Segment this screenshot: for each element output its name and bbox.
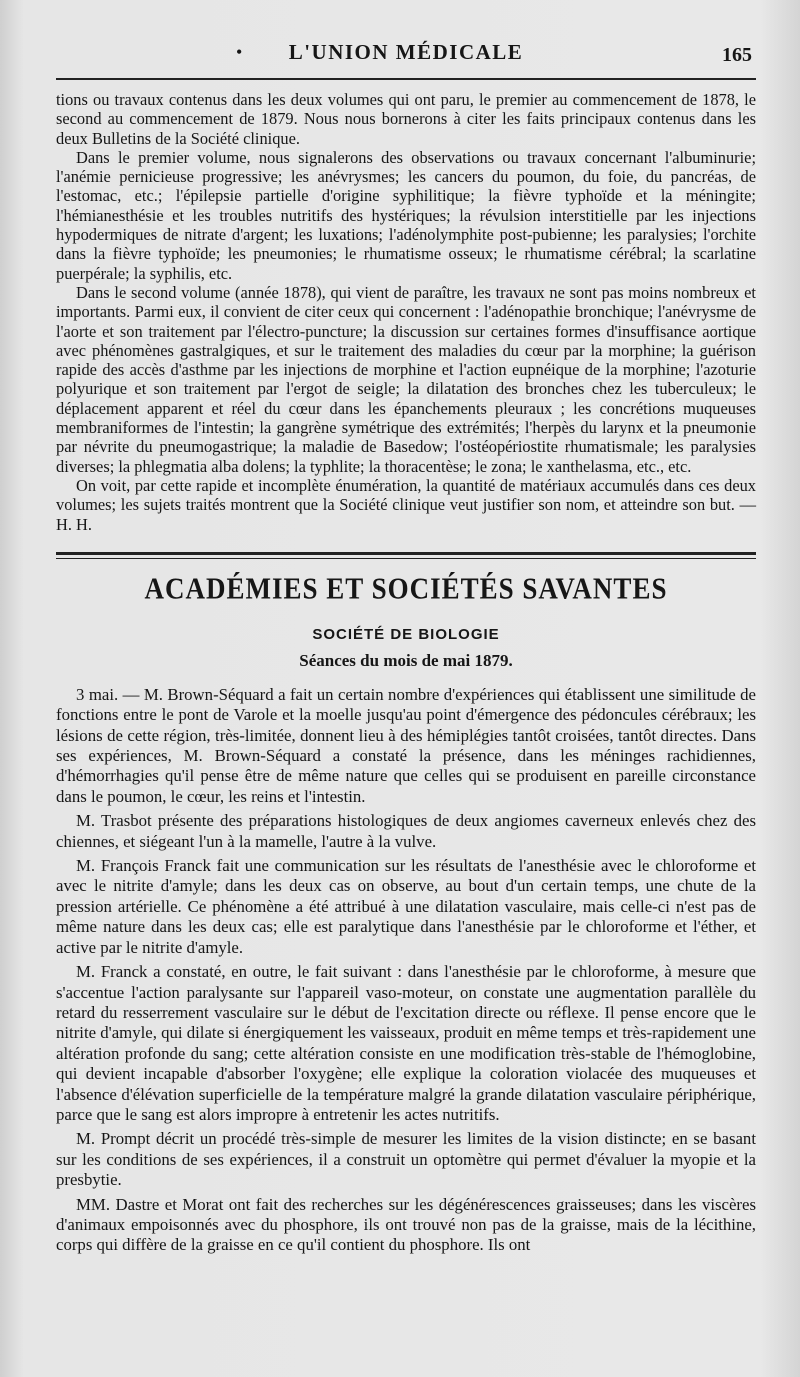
page-header <box>56 38 756 78</box>
review-paragraph-4: On voit, par cette rapide et incomplète énumération, la quantité de matériaux accumulés dans ces deux volumes; les sujets traités montrent que la Société clinique veut justifier son nom, et atteindre son but. — H. H. <box>56 475 756 534</box>
section-divider <box>56 552 756 559</box>
minutes-paragraph-3: M. François Franck fait une communication sur les résultats de l'anesthésie avec le chloroforme et avec le nitrite d'amyle; dans les deux cas on observe, au bout d'un certain temps, une chute de la pression artérielle. Ce phénomène a été attribué à une dilatation vasculaire, mais celle-ci n'est pas de même nature dans les deux cas; elle est paralytique dans l'anesthésie par le chloroforme et l'éther, et active par le nitrite d'amyle. <box>56 856 756 957</box>
minutes-section <box>56 685 756 1256</box>
society-title: SOCIÉTÉ DE BIOLOGIE <box>312 625 500 643</box>
minutes-paragraph-2: M. Trasbot présente des préparations histologiques de deux angiomes caverneux enlevés chez des chiennes, et siégeant l'un à la mamelle, l'autre à la vulve. <box>56 811 756 851</box>
running-title: L'UNION MÉDICALE <box>288 40 524 64</box>
minutes-paragraph-6: MM. Dastre et Morat ont fait des recherches sur les dégénérescences graisseuses; dans les viscères d'animaux empoisonnés avec du phosphore, ils ont trouvé non pas de la graisse, mais de la lécithine, corps qui diffère de la graisse en ce qu'il contient du phosphore. Ils ont <box>56 1194 756 1255</box>
section-title: ACADÉMIES ET SOCIÉTÉS SAVANTES <box>144 570 668 606</box>
minutes-paragraph-4: M. Franck a constaté, en outre, le fait suivant : dans l'anesthésie par le chloroforme, à mesure que s'accentue l'action paralysante sur l'appareil vaso-moteur, on constate une augmentation parallèle du retard du resserrement vasculaire sur le début de l'excitation directe ou réflexe. Il pense encore que le nitrite d'amyle, qui dilate si énergiquement les vaisseaux, produit en même temps et très-rapidement une altération profonde du sang; cette altération consiste en une modification très-stable de l'hémoglobine, qui devient incapable d'absorber l'oxygène; elle explique la coloration violacée des muqueuses et l'absence d'élévation superficielle de la température malgré la grande dilatation vasculaire périphérique, parce que le sang est alors impropre à entretenir les actes nutritifs. <box>56 962 756 1124</box>
header-bullet: • <box>236 42 243 62</box>
page-number: 165 <box>722 44 752 66</box>
review-paragraph-3: Dans le second volume (année 1878), qui vient de paraître, les travaux ne sont pas moins nombreux et importants. Parmi eux, il convient de citer ceux qui concernent : l'adénopathie bronchique; l'anévrysme de l'aorte et son traitement par l'électro-puncture; la discussion sur certaines formes d'insuffisance aortique avec phénomènes gastralgiques, et sur le traitement des maladies du cœur par la morphine; la guérison rapide des accès d'asthme par les injections de morphine et l'action eupnéique de la morphine; l'azoturie polyurique et son traitement par l'ergot de seigle; la dilatation des bronches chez les tuberculeux; le déplacement apparent et réel du cœur dans les épanchements pleuraux ; les concrétions muqueuses membraniformes de l'intestin; la gangrène symétrique des extrémités; l'herpès du larynx et la pneumonie par névrite du pneumogastrique; la maladie de Basedow; l'ostéopériostite rhumatismale; les paralysies diverses; la phlegmatia alba dolens; la typhlite; la thoracentèse; le zona; le xanthelasma, etc., etc. <box>56 282 756 476</box>
review-paragraph-2: Dans le premier volume, nous signalerons des observations ou travaux concernant l'albuminurie; l'anémie pernicieuse progressive; les anévrysmes; les cancers du poumon, du foie, du pancréas, de l'estomac, etc.; l'épilepsie partielle d'origine syphilitique; la fièvre typhoïde et la méningite; l'hémianesthésie et les troubles nutritifs des hystériques; la révulsion interstitielle par les injections hypodermiques de nitrate d'argent; les luxations; l'adénolymphite post-pubienne; les paralysies; l'orchite dans la fièvre typhoïde; les pneumonies; le rhumatisme osseux; le rhumatisme cérébral; la scarlatine puerpérale; la syphilis, etc. <box>56 147 756 283</box>
minutes-paragraph-1: 3 mai. — M. Brown-Séquard a fait un certain nombre d'expériences qui établissent une similitude de fonctions entre le pont de Varole et la moelle jusqu'au point d'émergence des pédoncules cérébraux; les lésions de cette région, très-limitée, donnent lieu à des hémiplégies tantôt croisées, tantôt directes. Dans ses expériences, M. Brown-Séquard a constaté la présence, dans les méninges rachidiennes, d'hémorrhagies qu'il pense être de même nature que celles qui se produisent en pareille circonstance dans le poumon, le cœur, les reins et l'intestin. <box>56 684 756 806</box>
review-paragraph-1: tions ou travaux contenus dans les deux volumes qui ont paru, le premier au commencement de 1878, le second au commencement de 1879. Nous nous bornerons à citer les faits principaux contenus dans les deux Bulletins de la Société clinique. <box>56 90 756 148</box>
sessions-heading: Séances du mois de mai 1879. <box>299 650 513 670</box>
review-section <box>56 90 756 534</box>
header-rule <box>56 78 756 80</box>
minutes-paragraph-5: M. Prompt décrit un procédé très-simple de mesurer les limites de la vision distincte; en se basant sur les conditions de ses expériences, il a construit un optomètre qui permet d'évaluer la myopie et la presbytie. <box>56 1129 756 1190</box>
